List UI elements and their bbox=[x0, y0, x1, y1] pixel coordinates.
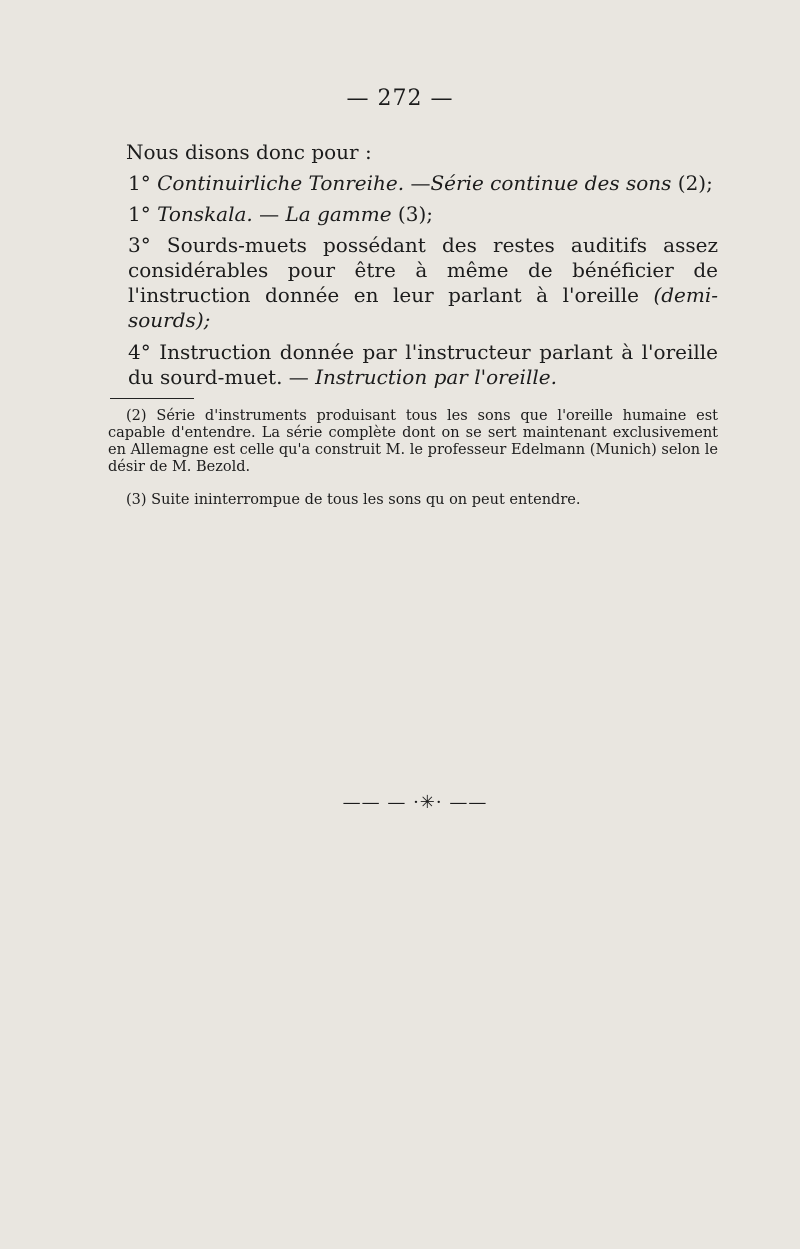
footnotes bbox=[108, 408, 718, 509]
separator: — bbox=[252, 202, 286, 226]
item-number: 1° bbox=[128, 202, 151, 226]
footnote-ref: (2); bbox=[671, 171, 713, 195]
section-ornament: —— — ·✳· —— bbox=[342, 792, 488, 813]
footnote-rule bbox=[110, 398, 194, 399]
item-text: Instruction donnée par l'instructeur parlant à l'oreille du sourd-muet. — bbox=[128, 340, 718, 389]
item-number: 1° bbox=[128, 171, 151, 195]
main-text bbox=[108, 140, 718, 397]
item-text: Sourds-muets possédant des restes auditifs assez considérables pour être à même de bénéficier de l'instruction donnée en leur parlant à l'oreille bbox=[128, 233, 718, 307]
item-italic: Instruction par l'oreille. bbox=[315, 365, 557, 389]
item-number: 3° bbox=[128, 233, 151, 257]
list-item-3 bbox=[108, 233, 718, 333]
item-italic: (demi-sourds); bbox=[128, 283, 718, 332]
intro-line: Nous disons donc pour : bbox=[126, 140, 372, 164]
german-term: Tonskala. bbox=[157, 202, 253, 226]
list-item-1 bbox=[108, 171, 718, 196]
footnote-3: (3) Suite ininterrompue de tous les sons qu on peut entendre. bbox=[126, 492, 581, 508]
list-item-2 bbox=[108, 202, 718, 227]
item-number: 4° bbox=[128, 340, 151, 364]
footnote-2: (2) Série d'instruments produisant tous les sons que l'oreille humaine est capable d'entendre. La série complète dont on se sert maintenant exclusivement en Allemagne est celle qu'a construit M. le professeur Edelmann (Munich) selon le désir de M. Bezold. bbox=[108, 408, 718, 475]
french-definition: Série continue des sons bbox=[430, 171, 672, 195]
separator: — bbox=[404, 171, 431, 195]
german-term: Continuirliche Tonreihe. bbox=[157, 171, 405, 195]
list-item-4 bbox=[108, 340, 718, 390]
page-number: — 272 — bbox=[346, 86, 454, 111]
french-definition: La gamme bbox=[285, 202, 392, 226]
footnote-ref: (3); bbox=[391, 202, 434, 226]
